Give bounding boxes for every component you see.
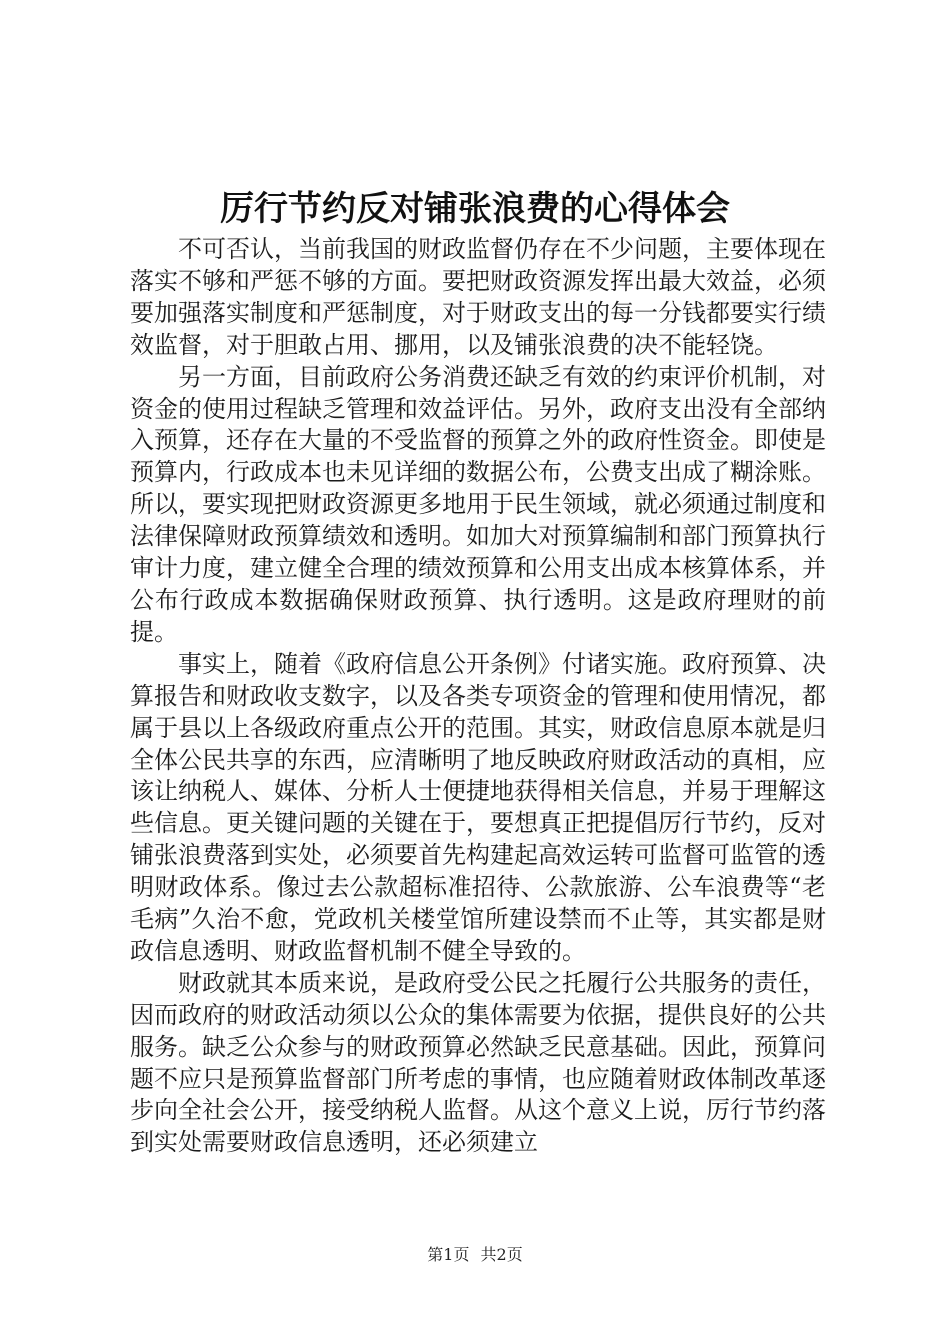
paragraph: 不可否认，当前我国的财政监督仍存在不少问题，主要体现在落实不够和严惩不够的方面。要把财政资源发挥出最大效益，必须要加强落实制度和严惩制度，对于财政支出的每一分钱都要实行绩效监督，对于胆敢占用、挪用，以及铺张浪费的决不能轻饶。: [130, 235, 826, 359]
document-title: 厉行节约反对铺张浪费的心得体会: [220, 189, 730, 229]
paragraph: 事实上，随着《政府信息公开条例》付诸实施。政府预算、决算报告和财政收支数字，以及各类专项资金的管理和使用情况，都属于县以上各级政府重点公开的范围。其实，财政信息原本就是归全体公民共享的东西，应清晰明了地反映政府财政活动的真相，应该让纳税人、媒体、分析人士便捷地获得相关信息，并易于理解这些信息。更关键问题的关键在于，要想真正把提倡厉行节约，反对铺张浪费落到实处，必须要首先构建起高效运转可监督可监管的透明财政体系。像过去公款超标准招待、公款旅游、公车浪费等“老毛病”久治不愈，党政机关楼堂馆所建设禁而不止等，其实都是财政信息透明、财政监督机制不健全导致的。: [130, 649, 826, 965]
page-number-total: 共2页: [480, 1245, 523, 1264]
document-body: [130, 234, 826, 1159]
paragraph: 另一方面，目前政府公务消费还缺乏有效的约束评价机制，对资金的使用过程缺乏管理和效益评估。另外，政府支出没有全部纳入预算，还存在大量的不受监督的预算之外的政府性资金。即使是预算内，行政成本也未见详细的数据公布，公费支出成了糊涂账。所以，要实现把财政资源更多地用于民生领域，就必须通过制度和法律保障财政预算绩效和透明。如加大对预算编制和部门预算执行审计力度，建立健全合理的绩效预算和公用支出成本核算体系，并公布行政成本数据确保财政预算、执行透明。这是政府理财的前提。: [130, 362, 826, 646]
page-number-current: 第1页: [427, 1245, 470, 1264]
paragraph: 财政就其本质来说，是政府受公民之托履行公共服务的责任，因而政府的财政活动须以公众的集体需要为依据，提供良好的公共服务。缺乏公众参与的财政预算必然缺乏民意基础。因此，预算问题不应只是预算监督部门所考虑的事情，也应随着财政体制改革逐步向全社会公开，接受纳税人监督。从这个意义上说，厉行节约落到实处需要财政信息透明，还必须建立: [130, 968, 826, 1157]
page-footer: [0, 1244, 950, 1266]
